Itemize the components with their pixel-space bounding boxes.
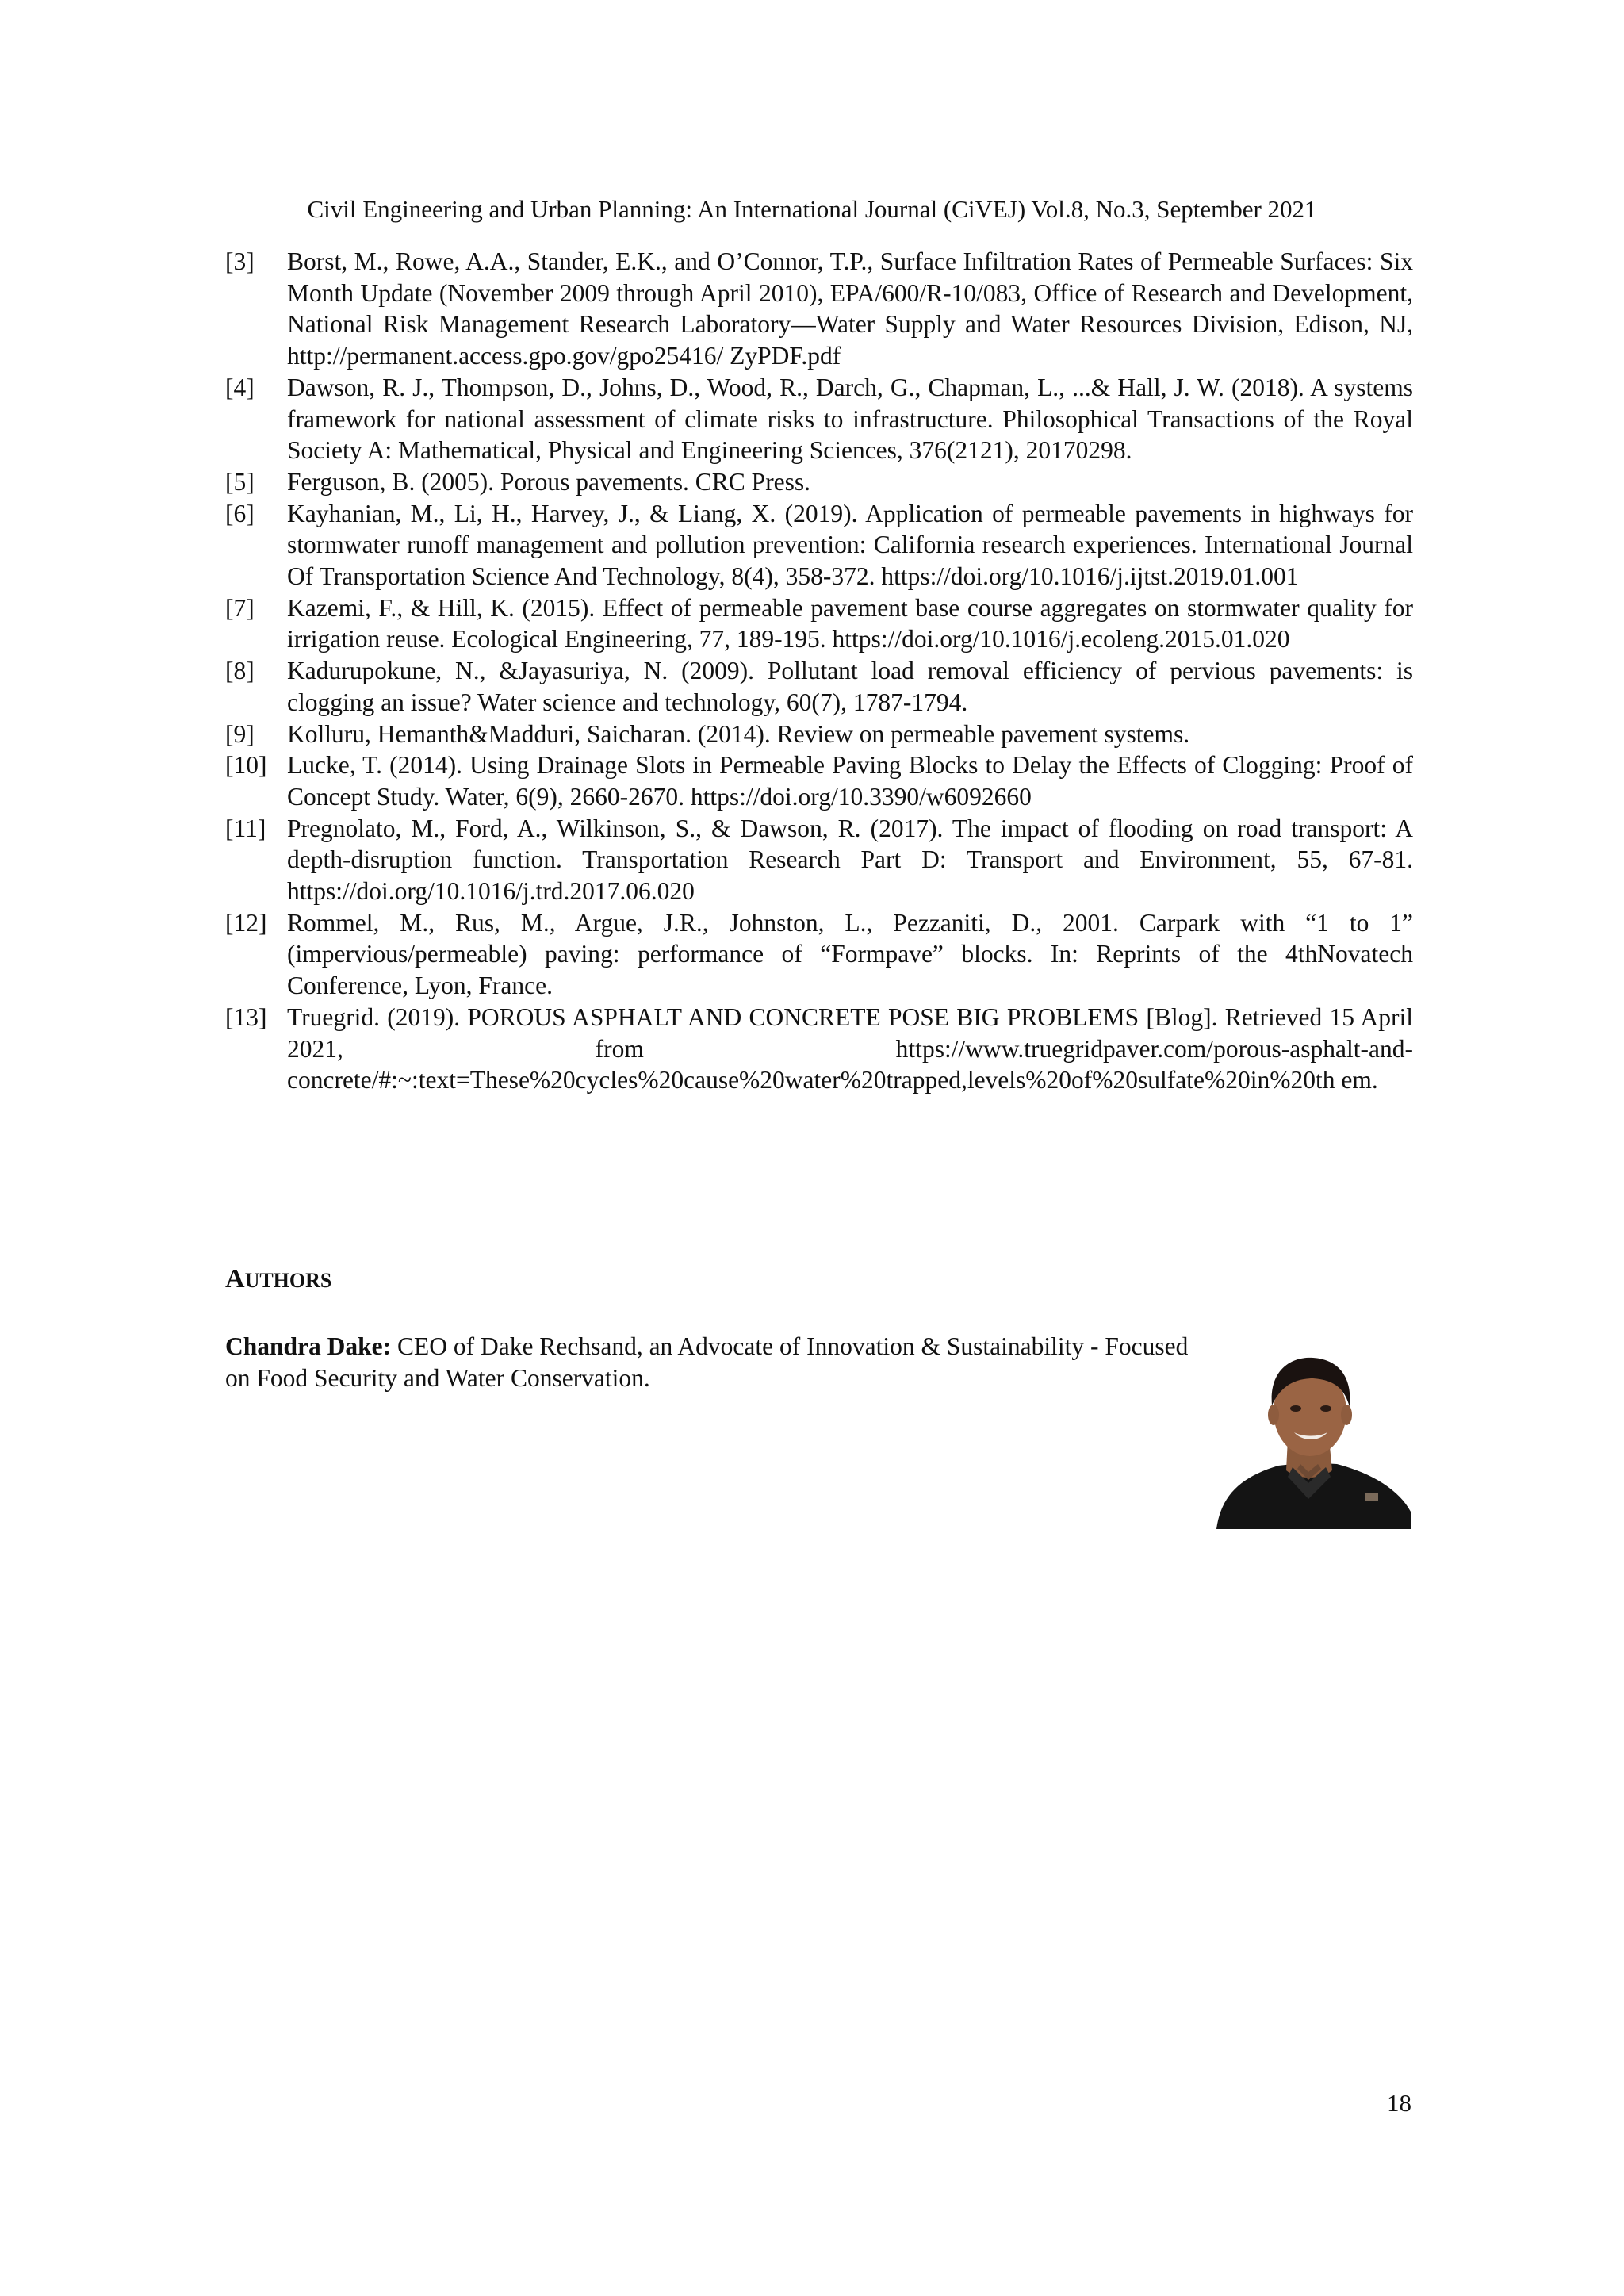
page-number: 18 <box>1387 2089 1411 2117</box>
reference-number: [4] <box>225 373 255 401</box>
authors-heading-rest: UTHORS <box>244 1269 332 1292</box>
reference-number: [8] <box>225 657 255 685</box>
reference-item <box>225 655 1413 718</box>
reference-text: Kazemi, F., & Hill, K. (2015). Effect of permeable pavement base course aggregates on stormwater quality for irrigation reuse. Ecological Engineering, 77, 189-195. https://doi.org/10.1016/j.ecoleng.2015.01.020 <box>287 593 1413 654</box>
author-name: Chandra Dake: <box>225 1332 392 1360</box>
authors-heading-initial: A <box>225 1264 245 1294</box>
running-header: Civil Engineering and Urban Planning: An International Journal (CiVEJ) Vol.8, No.3, September 2021 <box>307 195 1317 223</box>
reference-number: [7] <box>225 593 255 622</box>
reference-text: Pregnolato, M., Ford, A., Wilkinson, S., & Dawson, R. (2017). The impact of flooding on road transport: A depth-disruption function. Transportation Research Part D: Transport and Environment, 55, 67-81. https://doi.org/10.1016/j.trd.2017.06.020 <box>287 814 1413 906</box>
reference-item <box>225 813 1413 907</box>
reference-text: Borst, M., Rowe, A.A., Stander, E.K., and O’Connor, T.P., Surface Infiltration Rates of Permeable Surfaces: Six Month Update (November 2009 through April 2010), EPA/600/R-10/083, Office of Research and Development, National Risk Management Research Laboratory—Water Supply and Water Resources Division, Edison, NJ, http://permanent.access.gpo.gov/gpo25416/ ZyPDF.pdf <box>287 247 1413 370</box>
reference-number: [11] <box>225 814 266 842</box>
reference-list <box>225 246 1413 1096</box>
author-portrait-image <box>1210 1343 1411 1529</box>
reference-item <box>225 719 1413 750</box>
reference-number: [9] <box>225 719 255 748</box>
author-photo <box>1210 1343 1411 1529</box>
reference-item <box>225 498 1413 592</box>
reference-item <box>225 372 1413 466</box>
reference-item <box>225 907 1413 1002</box>
reference-item <box>225 1002 1413 1096</box>
reference-number: [10] <box>225 751 267 780</box>
reference-item <box>225 466 1413 498</box>
reference-text: Dawson, R. J., Thompson, D., Johns, D., Wood, R., Darch, G., Chapman, L., ...& Hall, J. W. (2018). A systems framework for national assessment of climate risks to infrastructure. Philosophical Transactions of the Royal Society A: Mathematical, Physical and Engineering Sciences, 376(2121), 20170298. <box>287 373 1413 465</box>
reference-number: [6] <box>225 499 255 527</box>
author-description: CEO of Dake Rechsand, an Advocate of Innovation & Sustainability - Focused on Food Security and Water Conservation. <box>225 1332 1189 1392</box>
reference-text: Kadurupokune, N., &Jayasuriya, N. (2009). Pollutant load removal efficiency of pervious pavements: is clogging an issue? Water science and technology, 60(7), 1787-1794. <box>287 657 1413 716</box>
reference-number: [13] <box>225 1002 267 1031</box>
reference-number: [12] <box>225 908 267 937</box>
reference-text: Ferguson, B. (2005). Porous pavements. CRC Press. <box>287 467 811 496</box>
reference-text: Truegrid. (2019). POROUS ASPHALT AND CONCRETE POSE BIG PROBLEMS [Blog]. Retrieved 15 April 2021, from https://www.truegridpaver.com/porous-asphalt-and-concrete/#:~:text=These%20cycles%20cause%20water%20trapped,levels%20of%20sulfate%20in%20th em. <box>287 1002 1413 1094</box>
reference-item <box>225 749 1413 812</box>
reference-text: Lucke, T. (2014). Using Drainage Slots in Permeable Paving Blocks to Delay the Effects of Clogging: Proof of Concept Study. Water, 6(9), 2660-2670. https://doi.org/10.3390/w6092660 <box>287 751 1413 811</box>
reference-number: [5] <box>225 467 255 496</box>
reference-text: Kolluru, Hemanth&Madduri, Saicharan. (2014). Review on permeable pavement systems. <box>287 719 1190 748</box>
reference-item <box>225 246 1413 372</box>
authors-heading <box>225 1263 331 1297</box>
reference-number: [3] <box>225 247 255 275</box>
reference-text: Rommel, M., Rus, M., Argue, J.R., Johnston, L., Pezzaniti, D., 2001. Carpark with “1 to 1” (impervious/permeable) paving: performance of “Formpave” blocks. In: Reprints of the 4thNovatech Conference, Lyon, France. <box>287 908 1413 1000</box>
reference-item <box>225 592 1413 655</box>
author-bio <box>225 1331 1208 1394</box>
reference-text: Kayhanian, M., Li, H., Harvey, J., & Liang, X. (2019). Application of permeable pavements in highways for stormwater runoff management and pollution prevention: California research experiences. International Journal Of Transportation Science And Technology, 8(4), 358-372. https://doi.org/10.1016/j.ijtst.2019.01.001 <box>287 499 1413 591</box>
